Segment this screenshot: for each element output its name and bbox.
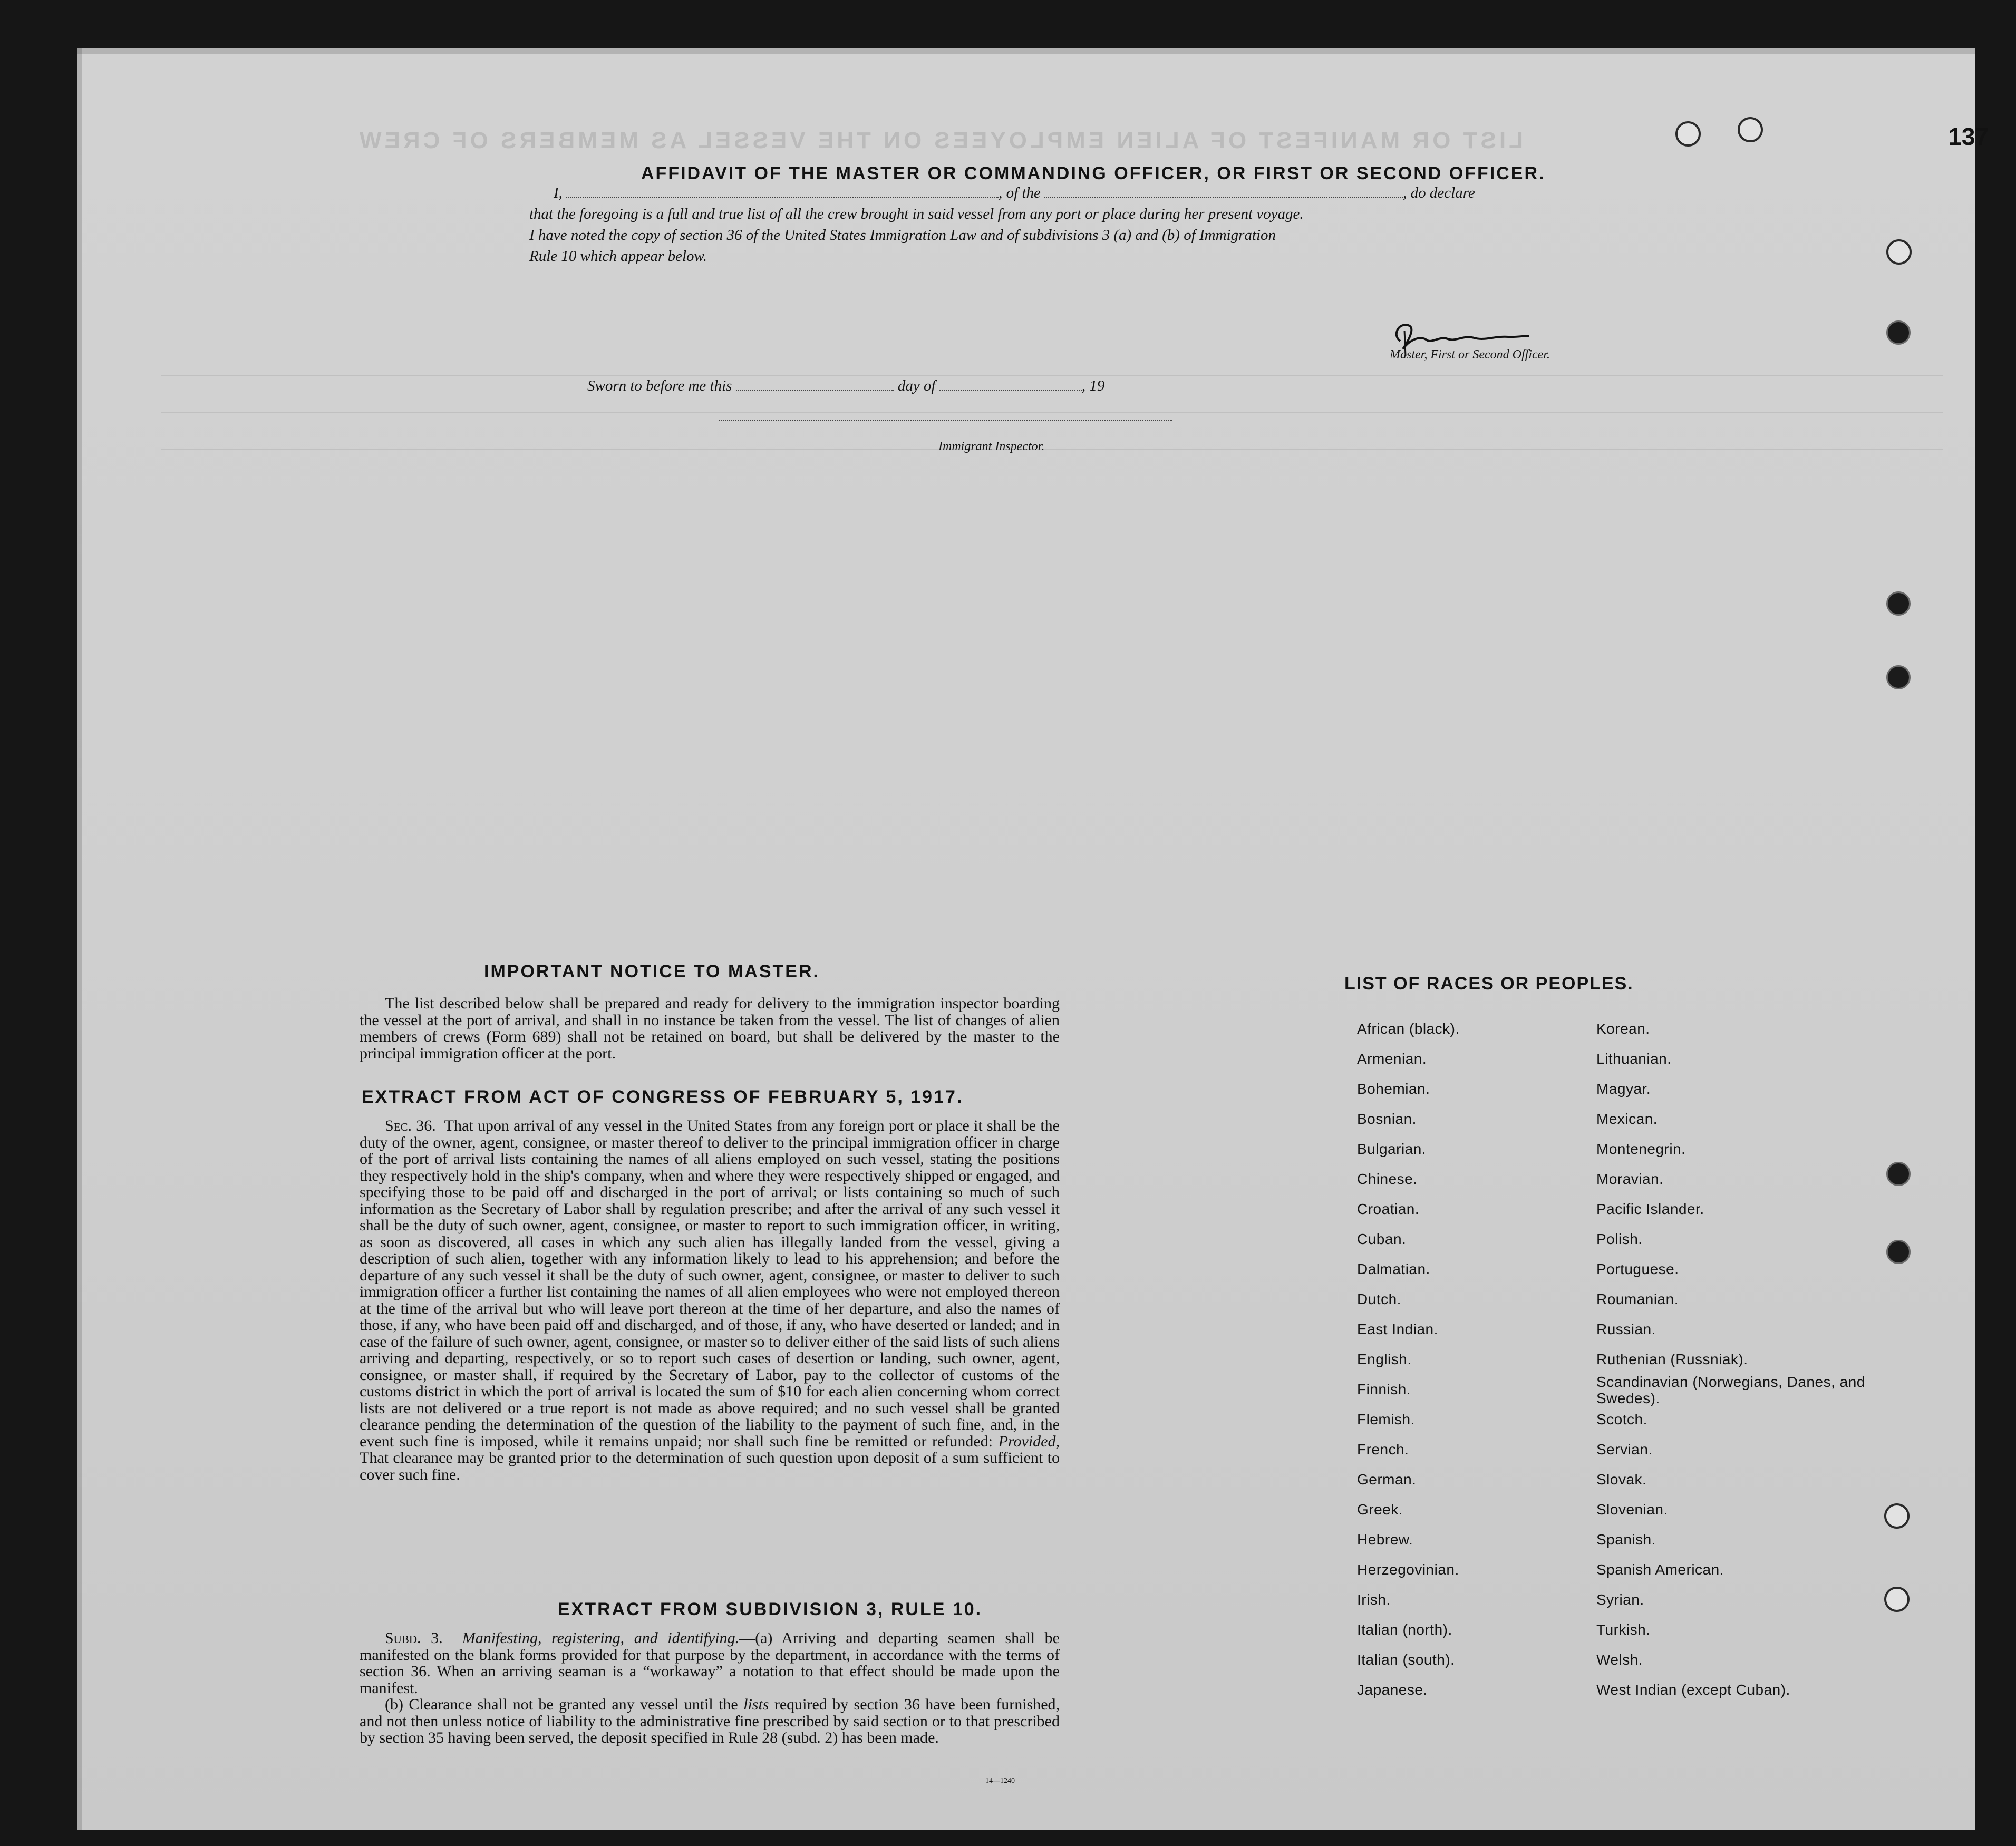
notice-body [360,995,1060,1062]
race-item: East Indian. [1357,1321,1438,1337]
race-item: Roumanian. [1596,1291,1679,1307]
rule-extract-body [360,1630,1060,1746]
document-page [77,48,1989,1830]
race-item: English. [1357,1351,1412,1367]
race-item: Cuban. [1357,1231,1407,1247]
proviso-text: That clearance may be granted prior to the determination of such question upon deposit of a sum sufficient to cover such fine. [360,1449,1060,1483]
race-item: French. [1357,1441,1409,1458]
race-item: Finnish. [1357,1381,1411,1397]
bleed-through-heading: LIST OR MANIFEST OF ALIEN EMPLOYEES ON THE VESSEL AS MEMBERS OF CREW [356,128,1523,153]
rule-paragraph-b [360,1696,1060,1746]
race-item: Montenegrin. [1596,1141,1686,1157]
inspector-signature-blank[interactable] [719,420,1172,421]
race-item: Turkish. [1596,1621,1651,1638]
affidavit-line-2: that the foregoing is a full and true list of all the crew brought in said vessel from any port or place during her present voyage. [529,206,1304,222]
race-item: Mexican. [1596,1111,1658,1127]
binder-hole-icon [1675,121,1701,147]
race-item: Irish. [1357,1591,1391,1608]
notice-paragraph: The list described below shall be prepared and ready for delivery to the immigration inspector boarding the vessel at the port of arrival, and shall in no instance be taken from the vessel. The list of changes of alien members of crews (Form 689) shall not be retained on board, but shall be delivered by the master to the principal immigration officer at the port. [360,995,1060,1062]
sworn-label: Sworn to before me this [587,377,732,394]
race-item: Japanese. [1357,1682,1428,1698]
race-item: Scotch. [1596,1411,1647,1427]
binder-hole-icon [1886,591,1911,616]
race-item: Bulgarian. [1357,1141,1427,1157]
sworn-month-blank[interactable] [939,390,1082,391]
race-item: Bohemian. [1357,1081,1430,1097]
bleed-through-rule [161,412,1943,413]
race-item: Korean. [1596,1021,1650,1037]
vessel-name-blank[interactable] [1044,197,1403,198]
race-item: Chinese. [1357,1171,1418,1187]
race-item: Moravian. [1596,1171,1664,1187]
sec-36-text: That upon arrival of any vessel in the United States from any foreign port or place it shall be the duty of the owner, agent, consignee, or master thereof to deliver to the principal immigration officer in charge of the port of arrival lists containing the names of all aliens employed on such vessel, stating the positions they respectively hold in the ship's company, when and where they were respectively shipped or engaged, and specifying those to be paid off and discharged in the port of arrival; or lists containing so much of such information as the Secretary of Labor shall by regulation prescribe; and after the arrival of any such vessel it shall be the duty of such owner, agent, consignee, or master to report to such immigration officer, in writing, as soon as discovered, all cases in which any such alien has illegally landed from the vessel, giving a description of such alien, together with any information likely to lead to his apprehension; and before the departure of any such vessel it shall be the duty of such owner, agent, consignee, or master to deliver to such immigration officer a further list containing the names of all alien employees who were not employed thereon at the time of the arrival but who will leave port thereon at the time of her departure, and also the names of those, if any, who have been paid off and discharged, and of those, if any, who have deserted or landed; and in case of the failure of such owner, agent, consignee, or master so to deliver either of the said lists of such aliens arriving and departing, respectively, or so to report such cases of desertion or landing, such owner, agent, consignee, or master shall, if required by the Secretary of Labor, pay to the collector of customs of the customs district in which the port of arrival is located the sum of $10 for each alien concerning whom correct lists are not delivered or a true report is not made as above required; and no such vessel shall be granted clearance pending the determination of the question of the liability to the payment of such fine, and, in the event such fine is imposed, while it remains unpaid; nor shall such fine be remitted or refunded: [360,1117,1060,1450]
races-title: LIST OF RACES OR PEOPLES. [1344,974,1634,994]
binder-hole-icon [1886,1240,1911,1264]
binder-hole-icon [1884,1503,1910,1529]
race-item: Slovenian. [1596,1501,1668,1518]
paper-edge-shadow [77,48,82,1830]
affidavit-line-3: I have noted the copy of section 36 of the United States Immigration Law and of subdivisions 3 (a) and (b) of Immigration [529,227,1276,244]
affidavit-title: AFFIDAVIT OF THE MASTER OR COMMANDING OFFICER, OR FIRST OR SECOND OFFICER. [641,163,1546,183]
signature-caption: Master, First or Second Officer. [1390,348,1550,362]
subd-para-b-pre: (b) Clearance shall not be granted any vessel until the [385,1696,738,1713]
race-item: Slovak. [1596,1471,1647,1488]
binder-hole-icon [1886,1162,1911,1186]
race-item: German. [1357,1471,1417,1488]
race-item: Croatian. [1357,1201,1420,1217]
race-item: Polish. [1596,1231,1643,1247]
subd-italic: Manifesting, registering, and identifying. [462,1629,740,1647]
inspector-caption: Immigrant Inspector. [938,440,1045,453]
race-item: Bosnian. [1357,1111,1417,1127]
race-item: Dalmatian. [1357,1261,1430,1277]
race-item: Ruthenian (Russniak). [1596,1351,1748,1367]
sworn-year: , 19 [1081,377,1105,394]
rule-paragraph-a [360,1630,1060,1696]
race-item: Herzegovinian. [1357,1561,1459,1578]
race-item: Armenian. [1357,1051,1427,1067]
subd-para-b-post: required by section 36 have been furnished, and not then unless notice of liability to the administrative fine prescribed by said section or to that prescribed by section 35 having been served, the deposit specified in Rule 28 (subd. 2) has been made. [360,1696,1060,1746]
race-item: Flemish. [1357,1411,1415,1427]
affidavit-i-label: I, [554,184,563,201]
notice-title: IMPORTANT NOTICE TO MASTER. [484,961,820,982]
sec-label: Sec. 36. [385,1117,436,1134]
declarant-name-blank[interactable] [566,197,999,198]
affidavit-declarant-line [554,184,1475,202]
sworn-day-of: day of [897,377,936,394]
binder-hole-icon [1884,1587,1910,1612]
race-item: Russian. [1596,1321,1656,1337]
race-item: Italian (north). [1357,1621,1452,1638]
affidavit-line-4: Rule 10 which appear below. [529,248,707,265]
race-item: Dutch. [1357,1291,1401,1307]
race-item: Magyar. [1596,1081,1651,1097]
race-item: Spanish American. [1596,1561,1724,1578]
subd-para-a: —(a) Arriving and departing seamen shall be manifested on the blank forms provided for that purpose by the department, in accordance with the terms of section 36. When an arriving seaman is a “workaway” a notation to that effect should be made upon the manifest. [360,1629,1060,1697]
page-number: 137 [1948,123,1989,150]
bleed-through-rule [161,449,1943,450]
race-item: Lithuanian. [1596,1051,1672,1067]
race-item: Italian (south). [1357,1651,1455,1668]
race-item: Servian. [1596,1441,1653,1458]
sworn-line [587,377,1104,395]
bleed-through-rule [161,375,1943,376]
act-extract-title: EXTRACT FROM ACT OF CONGRESS OF FEBRUARY 5, 1917. [362,1087,964,1107]
binder-hole-icon [1886,320,1911,345]
race-item: African (black). [1357,1021,1460,1037]
binder-hole-icon [1886,665,1911,689]
race-item: Syrian. [1596,1591,1644,1608]
race-item: West Indian (except Cuban). [1596,1682,1790,1698]
race-item: Portuguese. [1596,1261,1679,1277]
paper-edge-shadow [77,48,1975,54]
form-number: 14—1240 [985,1777,1015,1785]
race-item: Greek. [1357,1501,1403,1518]
subd-para-b-lists: lists [743,1696,769,1713]
binder-hole-icon [1886,239,1912,265]
subd-label: Subd. 3. [385,1629,443,1647]
race-item: Spanish. [1596,1531,1656,1548]
race-item: Welsh. [1596,1651,1643,1668]
affidavit-of-the: , of the [999,184,1041,201]
rule-extract-title: EXTRACT FROM SUBDIVISION 3, RULE 10. [558,1599,983,1619]
proviso-word: Provided, [998,1432,1060,1450]
race-item: Hebrew. [1357,1531,1413,1548]
binder-hole-icon [1738,117,1763,142]
act-extract-body [360,1118,1060,1483]
race-item: Pacific Islander. [1596,1201,1704,1217]
sworn-day-blank[interactable] [736,390,894,391]
race-item: Scandinavian (Norwegians, Danes, and Swedes). [1596,1374,1865,1406]
act-paragraph [360,1118,1060,1483]
affidavit-do-declare: , do declare [1403,184,1475,201]
